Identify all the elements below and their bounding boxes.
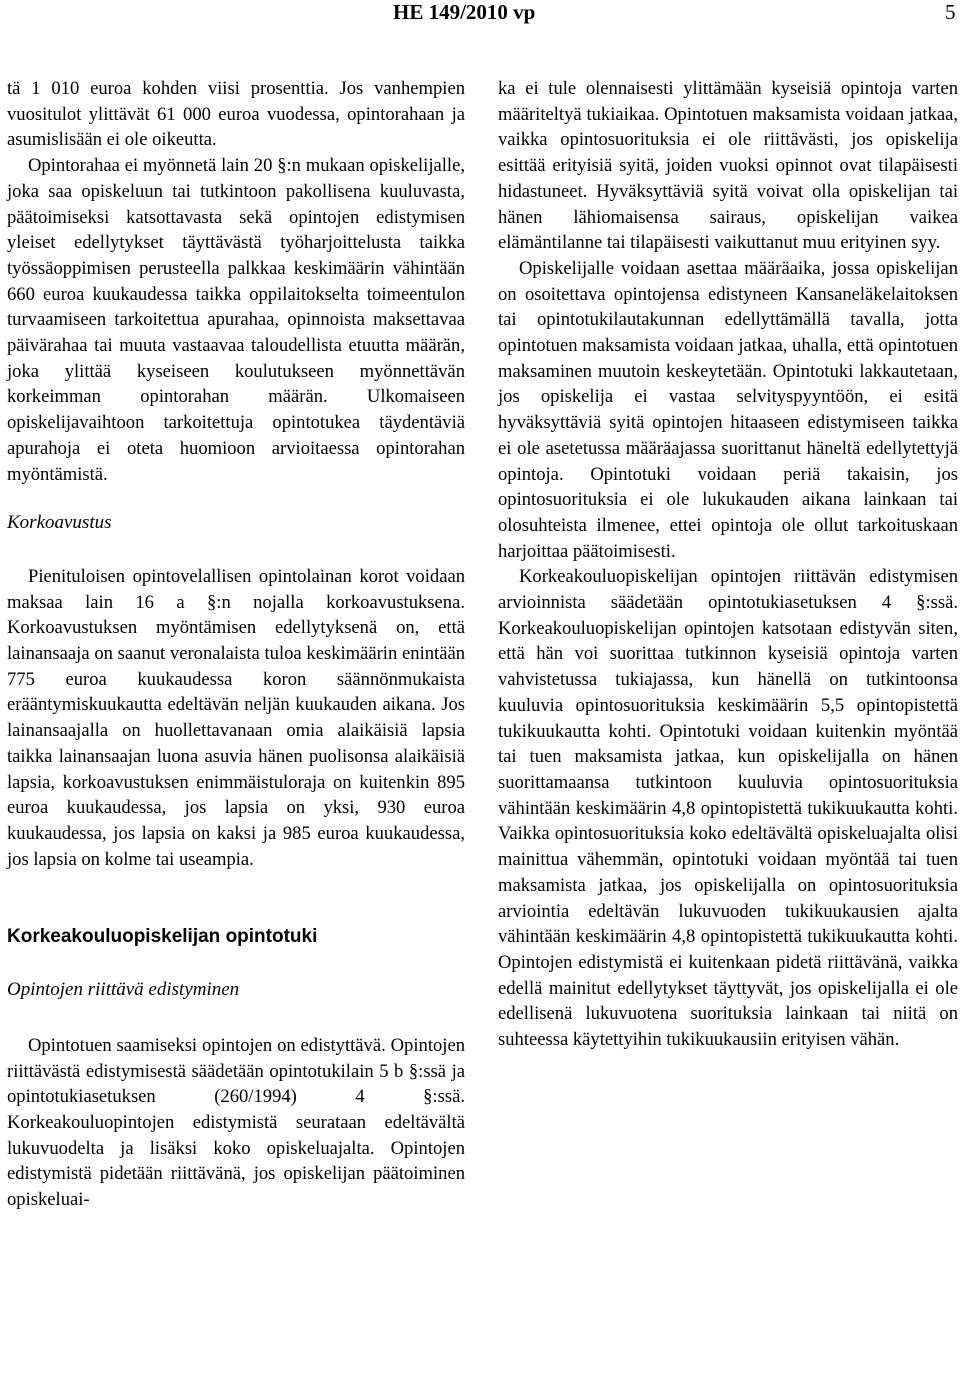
paragraph: Opiskelijalle voidaan asettaa määräaika, jossa opiskelijan on osoitettava opintojensa edistyneen Kansaneläkelaitoksen tai opintotukilautakunnan edellyttämällä tavalla, jotta opintotuen maksamista voidaan jatkaa, uhalla, että opintotuen maksaminen muutoin keskeytetään. Opintotuki lakkautetaan, jos opiskelija ei vastaa selvityspyyntöön, ei esitä hyväksyttäviä syitä opintojen hitaaseen edistymiseen taikka ei ole asetetussa määräajassa suorittanut häneltä edellytettyjä opintoja. Opintotuki voidaan periä takaisin, jos opintosuorituksia ei ole lukukauden aikana lainkaan tai olosuhteista ilmenee, ettei opintoja ole ollut tarkoituskaan harjoittaa päätoimisesti.: [498, 257, 958, 562]
left-column: [7, 76, 465, 1213]
page-header: [0, 0, 960, 30]
paragraph: ka ei tule olennaisesti ylittämään kyseisiä opintoja varten määriteltyä tukiaikaa. Opintotuen maksamista voidaan jatkaa, vaikka opintosuorituksia ei ole riittävästi, jos opiskelija esittää erityisiä syitä, joiden vuoksi opinnot ovat tilapäisesti hidastuneet. Hyväksyttäviä syitä voivat olla opiskelijan tai hänen lähiomaisensa sairaus, opiskelijan vaikea elämäntilanne tai tilapäisesti vaikuttanut muu erityinen syy.: [498, 78, 958, 254]
paragraph: Pienituloisen opintovelallisen opintolainan korot voidaan maksaa lain 16 a §:n nojalla korkoavustuksena. Korkoavustuksen myöntämisen edellytyksenä on, että lainansaaja on saanut veronalaista tuloa keskimäärin enintään 775 euroa kuukaudessa koron säännönmukaista erääntymiskuukautta edeltävän neljän kuukauden aikana. Jos lainansaajalla on huollettavanaan omia alaikäisiä lapsia taikka lainansaajan luona asuvia hänen puolisonsa alaikäisiä lapsia, korkoavustuksen enimmäistuloraja on kuitenkin 895 euroa kuukaudessa, jos lapsia on yksi, 930 euroa kuukaudessa, jos lapsia on kaksi ja 985 euroa kuukaudessa, jos lapsia on kolme tai useampia.: [7, 565, 465, 870]
subheading-korkoavustus: Korkoavustus: [7, 512, 112, 534]
section-heading: Korkeakouluopiskelijan opintotuki: [7, 926, 318, 948]
page-number: 5: [945, 0, 956, 24]
paragraph: Korkeakouluopiskelijan opintojen riittävän edistymisen arvioinnista säädetään opintotukiasetuksen 4 §:ssä. Korkeakouluopiskelijan opintojen katsotaan edistyvän siten, että hän voi suorittaa tutkinnon kyseisiä opintoja varten vahvistetussa tukiajassa, kun hänellä on tutkintoonsa kuuluvia opintosuorituksia keskimäärin 5,5 opintopistettä tukikuukautta kohti. Opintotuki voidaan kuitenkin myöntää tai tuen maksamista jatkaa, kun opiskelijalla on hänen suorittamaansa tutkintoon kuuluvia opintosuorituksia vähintään keskimäärin 4,8 opintopistettä tukikuukautta kohti. Vaikka opintosuorituksia koko edeltävältä opiskeluajalta olisi mainittua vähemmän, opintotuki voidaan myöntää tai tuen maksamista jatkaa, jos opiskelijalla on opintosuorituksia arviointia edeltävän lukuvuoden tukikuukausien ajalta vähintään keskimäärin 4,8 opintopistettä tukikuukautta kohti. Opintojen edistymistä ei kuitenkaan pidetä riittävänä, vaikka edellä mainitut edellytykset täyttyvät, jos opiskelijalla ei ole edellisenä lukuvuotena suorituksia lainkaan tai niitä on suhteessa käytettyihin tukikuukausiin erityisen vähän.: [498, 566, 958, 1051]
paragraph: Opintorahaa ei myönnetä lain 20 §:n mukaan opiskelijalle, joka saa opiskeluun tai tutkintoon pakollisena kuuluvasta, päätoimiseksi katsottavasta sekä opintojen edistymisen yleiset edellytykset täyttävästä työharjoittelusta taikka työssäoppimisen perusteella palkkaa keskimäärin vähintään 660 euroa kuukaudessa taikka oppilaitokselta toimeentulon turvaamiseen tarkoitettua apurahaa, opinnoista maksettavaa päivärahaa tai muuta vastaavaa taloudellista etuutta määrän, joka ylittää kyseiseen koulutukseen myönnettävän korkeimman opintorahan määrän. Ulkomaiseen opiskelijavaihtoon tarkoitettuja opintotukea täydentäviä apurahoja ei oteta huomioon arvioitaessa opintorahan myöntämistä.: [7, 155, 465, 485]
right-column: [498, 76, 958, 1053]
subheading-riittava-edistyminen: Opintojen riittävä edistyminen: [7, 979, 240, 1001]
paragraph: Opintotuen saamiseksi opintojen on edistyttävä. Opintojen riittävästä edistymisestä säädetään opintotukilain 5 b §:ssä ja opintotukiasetuksen (260/1994) 4 §:ssä. Korkeakouluopintojen edistymistä seurataan edeltävältä lukuvuodelta ja lisäksi koko opiskeluajalta. Opintojen edistymistä pidetään riittävänä, jos opiskelijan päätoiminen opiskeluai-: [7, 1034, 465, 1211]
paragraph: tä 1 010 euroa kohden viisi prosenttia. Jos vanhempien vuositulot ylittävät 61 000 euroa vuodessa, opintorahaan ja asumislisään ei ole oikeutta.: [7, 78, 465, 151]
document-id: HE 149/2010 vp: [393, 0, 536, 24]
